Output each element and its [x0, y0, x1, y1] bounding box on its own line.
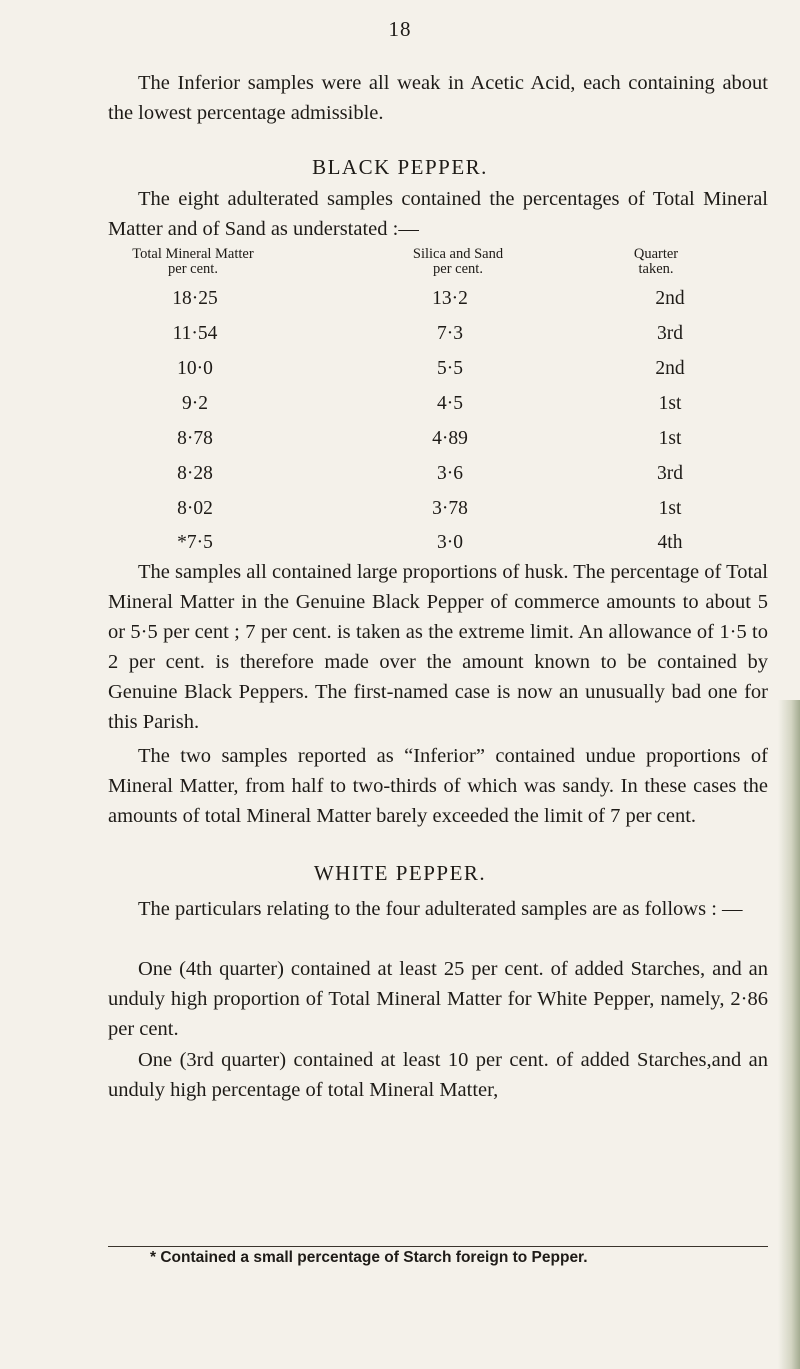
table-row: 9·2 4·5 1st	[182, 393, 682, 414]
white-pepper-item-first: One (4th quarter) contained at least 25 per cent. of added Starches, and an unduly high proportion of Total Mineral Matter for White Pepper, namely, 2·86 per cent.	[108, 958, 768, 1040]
footnote-divider	[108, 1246, 768, 1247]
column-header-quarter: Quarter taken.	[633, 246, 679, 277]
white-pepper-intro: The particulars relating to the four adulterated samples are as follows : —	[138, 898, 743, 920]
black-pepper-paragraph-husk: The samples all contained large proportions of husk. The percentage of Total Mineral Matter in the Genuine Black Pepper of commerce amounts to about 5 or 5·5 per cent ; 7 per cent. is taken as the extreme limit. An allowance of 1·5 to 2 per cent. is therefore made over the amount known to be contained by Genuine Black Peppers. The first-named case is now an unusually bad one for this Parish.	[108, 561, 768, 733]
black-pepper-heading: BLACK PEPPER.	[312, 155, 488, 179]
table-row: 8·78 4·89 1st	[177, 428, 682, 449]
white-pepper-item-second: One (3rd quarter) contained at least 10 per cent. of added Starches,and an unduly high percentage of total Mineral Matter,	[108, 1049, 768, 1101]
intro-paragraph: The Inferior samples were all weak in Acetic Acid, each containing about the lowest percentage admissible.	[108, 72, 768, 124]
table-row: 8·28 3·6 3rd	[177, 463, 683, 484]
black-pepper-paragraph-inferior: The two samples reported as “Inferior” contained undue proportions of Mineral Matter, from half to two-thirds of which was sandy. In these cases the amounts of total Mineral Matter barely exceeded the limit of 7 per cent.	[108, 745, 768, 827]
page-number: 18	[388, 17, 412, 41]
column-header-silica-sand: Silica and Sand per cent.	[412, 246, 504, 277]
table-row: 8·02 3·78 1st	[177, 498, 682, 519]
white-pepper-heading: WHITE PEPPER.	[313, 861, 487, 885]
column-header-total-mineral: Total Mineral Matter per cent.	[132, 246, 254, 277]
table-row: 11·54 7·3 3rd	[172, 323, 683, 344]
table-row: 18·25 13·2 2nd	[172, 288, 685, 309]
footnote: * Contained a small percentage of Starch foreign to Pepper.	[150, 1249, 588, 1266]
table-row: 10·0 5·5 2nd	[177, 358, 685, 379]
black-pepper-intro: The eight adulterated samples contained the percentages of Total Mineral Matter and of Sand as understated :—	[108, 188, 768, 240]
table-row: *7·5 3·0 4th	[177, 532, 683, 553]
page-edge-shadow	[778, 700, 800, 1369]
